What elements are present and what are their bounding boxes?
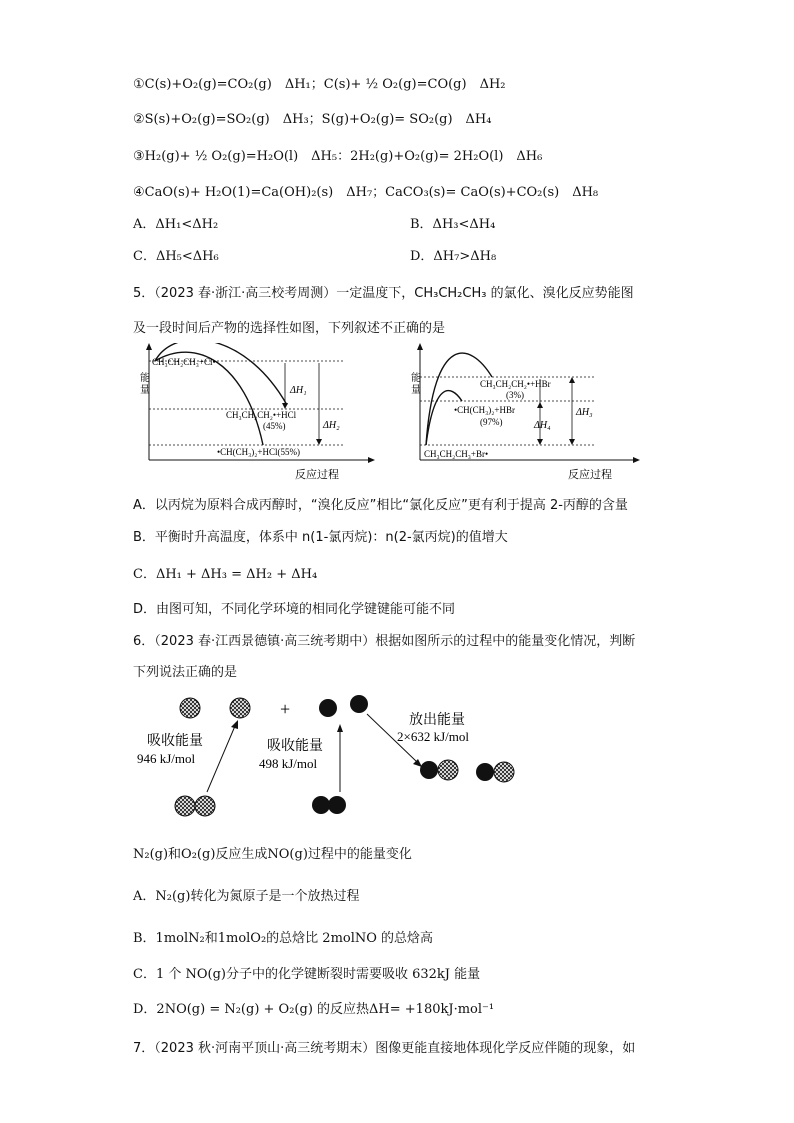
bromination-energy-diagram — [410, 343, 640, 485]
chlorination-energy-diagram — [135, 343, 375, 485]
right-dh4: ΔH₄ — [534, 420, 551, 431]
q4-option-b: B．ΔH₃<ΔH₄ — [410, 217, 496, 232]
left-product-2: •CH(CH₃)₂+HCl(55%) — [217, 447, 300, 457]
q5-option-d: D．由图可知，不同化学环境的相同化学键键能可能不同 — [133, 602, 456, 617]
q6-figure-caption: N₂(g)和O₂(g)反应生成NO(g)过程中的能量变化 — [133, 847, 412, 862]
left-reactant: CH₃CH₂CH₃+Cl• — [152, 357, 216, 367]
q5-option-b: B．平衡时升高温度，体系中 n(1-氯丙烷)：n(2-氯丙烷)的值增大 — [133, 530, 508, 545]
q7-stem-line-1: 7．（2023 秋·河南平顶山·高三统考期末）图像更能直接地体现化学反应伴随的现象，如 — [133, 1041, 636, 1056]
n2-atom-a — [175, 796, 195, 816]
right-product-2: •CH(CH₃)₂+HBr — [454, 405, 516, 415]
q6-stem-line-1: 6．（2023 春·江西景德镇·高三统考期中）根据如图所示的过程中的能量变化情况，判断 — [133, 634, 636, 649]
q4-option-a: A．ΔH₁<ΔH₂ — [133, 217, 219, 232]
absorb-value-1: 946 kJ/mol — [137, 751, 196, 766]
q4-option-d: D．ΔH₇>ΔH₈ — [410, 249, 497, 264]
q6-option-a: A．N₂(g)转化为氮原子是一个放热过程 — [133, 889, 360, 904]
no2-o-atom — [476, 763, 494, 781]
left-product-1: CH₃CH₂CH₂•+HCl — [226, 410, 297, 420]
q6-option-d: D．2NO(g) = N₂(g) + O₂(g) 的反应热ΔH= +180kJ·mol⁻¹ — [133, 1002, 495, 1017]
absorb-label-1: 吸收能量 — [147, 733, 203, 749]
left-product-1-pct: (45%) — [263, 421, 286, 431]
release-value: 2×632 kJ/mol — [397, 729, 469, 744]
n2-atom-b — [195, 796, 215, 816]
q4-line-3: ③H₂(g)+ ½ O₂(g)=H₂O(l) ΔH₅：2H₂(g)+O₂(g)= 2H₂O(l) ΔH₆ — [133, 149, 543, 164]
q6-option-c: C．1 个 NO(g)分子中的化学键断裂时需要吸收 632kJ 能量 — [133, 967, 481, 982]
left-xlabel: 反应过程 — [295, 469, 339, 481]
q4-line-2: ②S(s)+O₂(g)=SO₂(g) ΔH₃；S(g)+O₂(g)= SO₂(g) ΔH₄ — [133, 112, 492, 127]
release-label: 放出能量 — [409, 712, 465, 728]
right-product-1-pct: (3%) — [506, 390, 524, 400]
right-product-2-pct: (97%) — [480, 417, 503, 427]
right-ylabel-2: 量 — [411, 385, 421, 396]
left-dh2: ΔH₂ — [323, 420, 340, 431]
q5-stem-line-1: 5．（2023 春·浙江·高三校考周测）一定温度下，CH₃CH₂CH₃ 的氯化、溴化反应势能图 — [133, 286, 634, 301]
plus-sign: + — [280, 699, 291, 719]
left-dh1: ΔH₁ — [290, 385, 307, 396]
q4-line-4: ④CaO(s)+ H₂O(1)=Ca(OH)₂(s) ΔH₇；CaCO₃(s)= CaO(s)+CO₂(s) ΔH₈ — [133, 185, 599, 200]
q4-line-1: ①C(s)+O₂(g)=CO₂(g) ΔH₁；C(s)+ ½ O₂(g)=CO(g) ΔH₂ — [133, 77, 506, 92]
absorb-value-2: 498 kJ/mol — [259, 756, 318, 771]
right-dh3: ΔH₃ — [576, 407, 593, 418]
right-curve-1 — [426, 353, 492, 445]
left-ylabel-1: 能 — [140, 373, 150, 384]
no1-n-atom — [438, 760, 458, 780]
q6-option-b: B．1molN₂和1molO₂的总焓比 2molNO 的总焓高 — [133, 931, 434, 946]
arrow-n2-split — [207, 726, 235, 792]
bond-energy-figure — [135, 688, 555, 820]
no2-n-atom — [494, 762, 514, 782]
right-ylabel-1: 能 — [411, 373, 421, 384]
q6-stem-line-2: 下列说法正确的是 — [133, 665, 238, 680]
q5-option-c: C．ΔH₁ + ΔH₃ = ΔH₂ + ΔH₄ — [133, 567, 318, 582]
q5-stem-line-2: 及一段时间后产物的选择性如图，下列叙述不正确的是 — [133, 321, 446, 336]
o-atom-1 — [319, 699, 337, 717]
n-atom-2 — [230, 698, 250, 718]
absorb-label-2: 吸收能量 — [267, 738, 323, 754]
right-xlabel: 反应过程 — [568, 469, 612, 481]
o2-atom-b — [328, 796, 346, 814]
q4-option-c: C．ΔH₅<ΔH₆ — [133, 249, 219, 264]
right-product-1: CH₃CH₂CH₂•+HBr — [480, 379, 551, 389]
no1-o-atom — [420, 761, 438, 779]
q5-option-a: A．以丙烷为原料合成丙醇时，“溴化反应”相比“氯化反应”更有利于提高 2-丙醇的含量 — [133, 498, 628, 513]
left-curve-1 — [155, 343, 287, 405]
o2-atom-a — [312, 796, 330, 814]
left-ylabel-2: 量 — [140, 385, 150, 396]
right-reactant: CH₃CH₂CH₃+Br• — [424, 449, 489, 459]
n-atom-1 — [180, 698, 200, 718]
o-atom-2 — [350, 695, 368, 713]
